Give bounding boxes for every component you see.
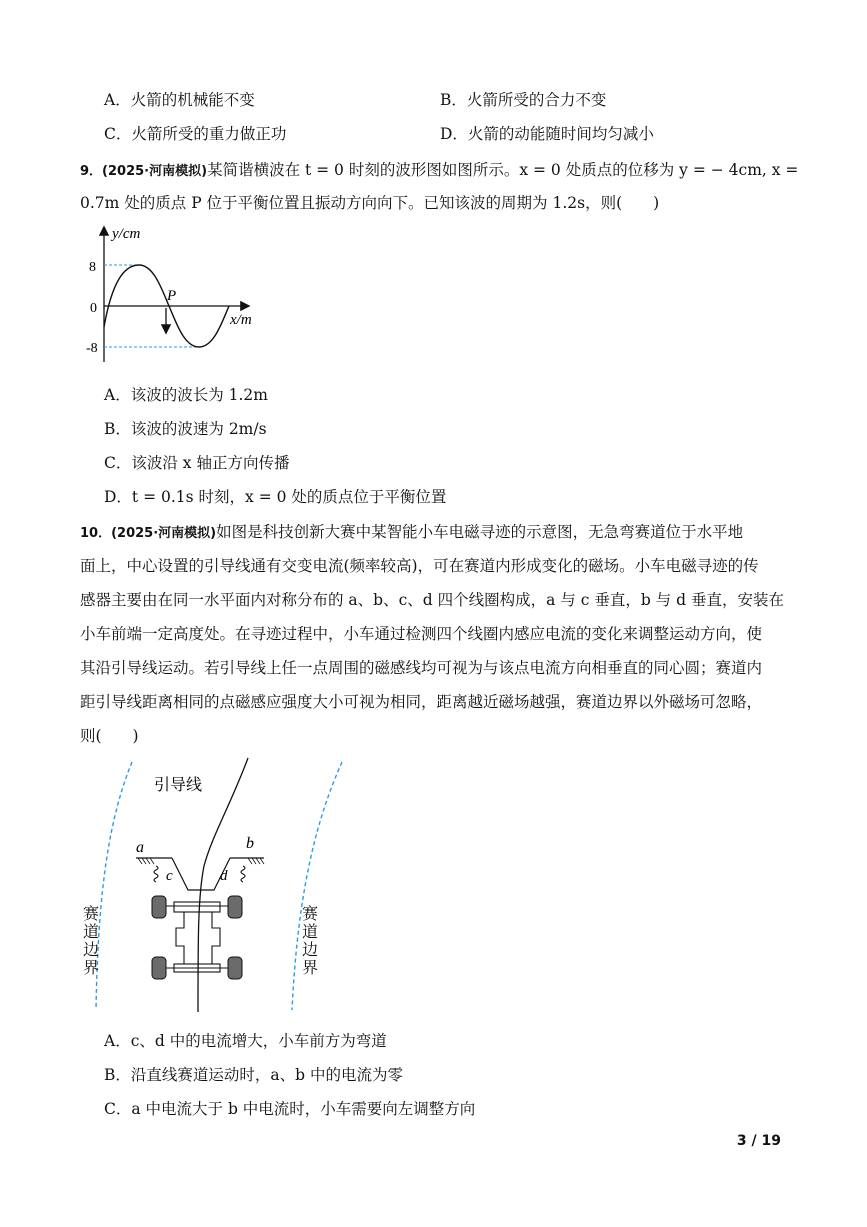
q10-coil-b-label: b: [246, 835, 254, 852]
q10-stem-line2: 面上，中心设置的引导线通有交变电流(频率较高)，可在赛道内形成变化的磁场。小车电磁寻迹的传: [80, 557, 759, 575]
q10-car-figure: [80, 756, 360, 1016]
q9-number: 9．: [80, 164, 103, 179]
q8-option-d: D．火箭的动能随时间均匀减小: [440, 125, 654, 143]
q8-option-b: B．火箭所受的合力不变: [440, 91, 607, 109]
q10-stem-text-0: 如图是科技创新大赛中某智能小车电磁寻迹的示意图，无急弯赛道位于水平地: [216, 523, 744, 541]
q9-y-label: y/cm: [112, 226, 141, 242]
q9-option-a: A．该波的波长为 1.2m: [104, 386, 268, 404]
q10-number: 10．: [80, 526, 112, 541]
q8-option-c: C．火箭所受的重力做正功: [104, 125, 287, 143]
q9-tick-0: 0: [90, 301, 97, 316]
q10-coil-c: [154, 866, 158, 882]
q10-left-boundary-label: 赛道边界: [83, 904, 100, 977]
q10-hatch-right: [248, 858, 264, 864]
q10-stem-line4: 小车前端一定高度处。在寻迹过程中，小车通过检测四个线圈内感应电流的变化来调整运动方向，使: [80, 625, 763, 643]
q10-left-boundary-line: [96, 762, 132, 1010]
q10-coil-d: [241, 866, 245, 882]
q10-hatch-left: [138, 858, 154, 864]
q10-wheel-front-right: [228, 896, 242, 918]
q9-wave-figure: [86, 222, 276, 372]
q9-point-p-label: P: [167, 288, 177, 304]
q9-option-c: C．该波沿 x 轴正方向传播: [104, 454, 290, 472]
q10-guide-label: 引导线: [154, 775, 203, 794]
q9-stem-line2: 0.7m 处的质点 P 位于平衡位置且振动方向向下。已知该波的周期为 1.2s，则( ): [80, 194, 660, 212]
q10-car-chassis-top: [174, 902, 220, 912]
q8-option-a: A．火箭的机械能不变: [104, 91, 255, 109]
q9-stem-line1: [80, 160, 798, 182]
page-number: 3 / 19: [736, 1133, 781, 1149]
q9-tick-8: 8: [89, 260, 96, 275]
q9-source: (2025·河南模拟): [102, 164, 208, 179]
q10-wheel-rear-left: [152, 957, 166, 979]
q9-option-b: B．该波的波速为 2m/s: [104, 420, 267, 438]
q10-stem-line5: 其沿引导线运动。若引导线上任一点周围的磁感线均可视为与该点电流方向相垂直的同心圆；赛道内: [80, 659, 763, 677]
q10-option-a: A．c、d 中的电流增大，小车前方为弯道: [104, 1032, 387, 1050]
q10-stem-line3: 感器主要由在同一水平面内对称分布的 a、b、c、d 四个线圈构成，a 与 c 垂直，b 与 d 垂直，安装在: [80, 591, 784, 609]
q10-stem-line7: 则( ): [80, 727, 139, 745]
q10-source: (2025·河南模拟): [111, 526, 217, 541]
q10-right-boundary-label: 赛道边界: [302, 904, 319, 977]
q9-tick-neg8: -8: [86, 341, 98, 356]
q10-coil-c-label: c: [166, 868, 173, 884]
q10-option-c: C．a 中电流大于 b 中电流时，小车需要向左调整方向: [104, 1100, 476, 1118]
q9-option-d: D．t = 0.1s 时刻，x = 0 处的质点位于平衡位置: [104, 488, 447, 506]
q10-coil-a-label: a: [136, 839, 144, 856]
q10-wheel-rear-right: [228, 957, 242, 979]
q10-wheel-front-left: [152, 896, 166, 918]
q10-coil-d-label: d: [220, 868, 228, 884]
q10-stem-line6: 距引导线距离相同的点磁感应强度大小可视为相同，距离越近磁场越强，赛道边界以外磁场可忽略，: [80, 693, 763, 711]
q10-stem-line1: [80, 522, 743, 544]
q10-option-b: B．沿直线赛道运动时，a、b 中的电流为零: [104, 1066, 403, 1084]
q9-stem-text: 某简谐横波在 t = 0 时刻的波形图如图所示。x = 0 处质点的位移为 y = − 4cm, x =: [207, 161, 799, 179]
q9-x-label: x/m: [230, 312, 252, 328]
